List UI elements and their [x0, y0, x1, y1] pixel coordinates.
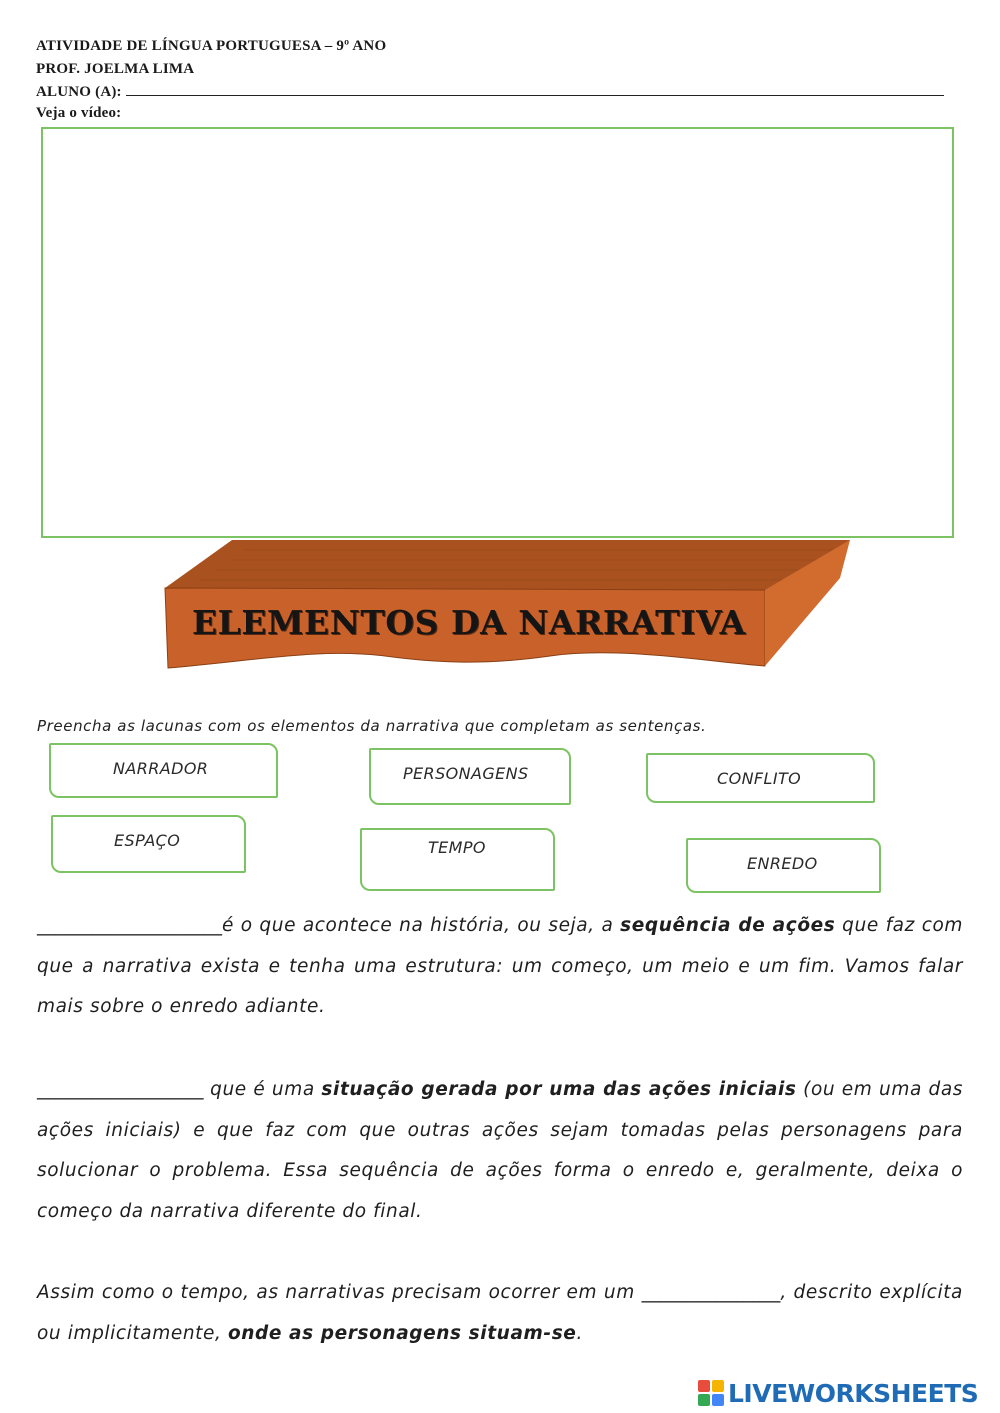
- word-label: TEMPO: [428, 838, 486, 857]
- word-box-personagens[interactable]: [369, 748, 571, 805]
- instruction-text: Preencha as lacunas com os elementos da narrativa que completam as sentenças.: [37, 717, 707, 735]
- paragraph-text: (ou em uma das ações iniciais) e que faz com que outras ações sejam tomadas pelas personagens para solucionar o problema. Essa sequência de ações forma o enredo e, geralmente, deixa o começo da narrativa diferente do final.: [37, 1079, 963, 1222]
- video-player[interactable]: [41, 127, 954, 538]
- student-name-row: [36, 81, 944, 102]
- word-box-tempo[interactable]: [360, 828, 555, 891]
- video-label: Veja o vídeo:: [36, 105, 122, 121]
- paragraph-text: que faz com que a narrativa exista e tenha uma estrutura: um começo, um meio e um fim. Vamos falar mais sobre o enredo adiante.: [37, 915, 964, 1017]
- paragraph-text: Assim como o tempo, as narrativas precisam ocorrer em um: [37, 1282, 642, 1303]
- paragraph-text: que é uma: [203, 1079, 322, 1100]
- word-box-espaco[interactable]: [51, 815, 246, 873]
- paragraph-text: , descrito explícita ou implicitamente,: [37, 1282, 963, 1344]
- word-label: PERSONAGENS: [403, 764, 529, 783]
- paragraph-text: é o que acontece na história, ou seja, a: [222, 915, 621, 936]
- paragraph-emphasis: sequência de ações: [620, 915, 836, 936]
- banner-title: ELEMENTOS DA NARRATIVA: [192, 603, 746, 642]
- paragraph-conflito: [37, 1070, 963, 1232]
- word-label: NARRADOR: [113, 759, 209, 778]
- answer-blank-1[interactable]: ____________________: [37, 915, 222, 936]
- paragraph-espaco: [37, 1273, 963, 1354]
- word-box-narrador[interactable]: [49, 743, 278, 798]
- answer-blank-3[interactable]: _______________: [641, 1282, 781, 1303]
- word-label: ESPAÇO: [114, 831, 181, 850]
- word-label: CONFLITO: [717, 769, 802, 788]
- paragraph-enredo: [37, 906, 963, 1028]
- paragraph-text: .: [576, 1322, 583, 1344]
- word-box-enredo[interactable]: [686, 838, 881, 893]
- liveworksheets-logo[interactable]: [698, 1378, 978, 1408]
- liveworksheets-icon: [698, 1380, 724, 1406]
- paragraph-emphasis: situação gerada por uma das ações iniciais: [321, 1079, 797, 1100]
- paragraph-emphasis: onde as personagens situam-se: [227, 1322, 577, 1344]
- activity-title: ATIVIDADE DE LÍNGUA PORTUGUESA – 9º ANO: [36, 38, 387, 54]
- word-label: ENREDO: [747, 854, 818, 873]
- liveworksheets-logo-text: LIVEWORKSHEETS: [728, 1378, 979, 1408]
- word-box-conflito[interactable]: [646, 753, 875, 803]
- student-name-line[interactable]: [126, 81, 944, 96]
- answer-blank-2[interactable]: __________________: [37, 1079, 204, 1100]
- teacher-name: PROF. JOELMA LIMA: [36, 61, 195, 77]
- student-label: ALUNO (A):: [36, 84, 122, 100]
